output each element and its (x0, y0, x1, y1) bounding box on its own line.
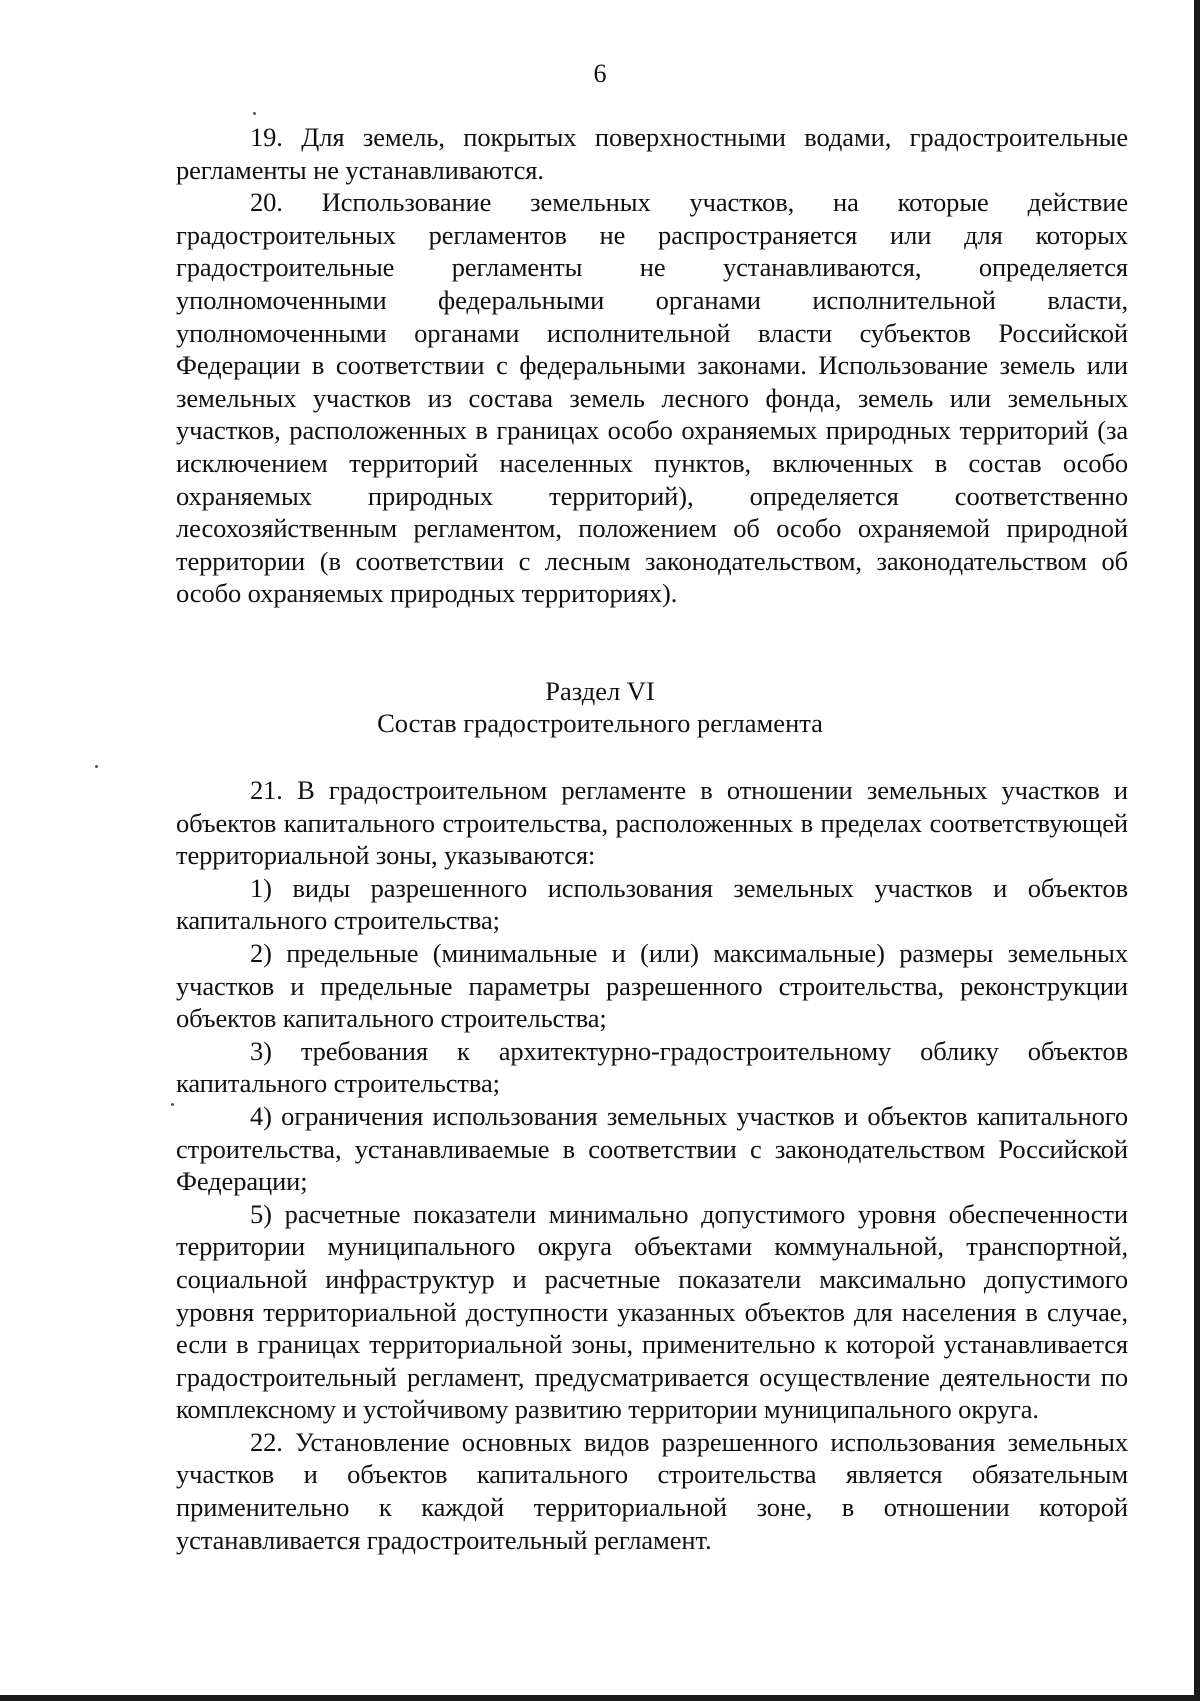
text-block-top (176, 121, 1128, 610)
scan-speck (253, 112, 256, 115)
paragraph-21: 21. В градостроительном регламенте в отношении земельных участков и объектов капитального строительства, расположенных в пределах соответствующей территориальной зоны, указываются: (176, 775, 1128, 871)
list-item-1: 1) виды разрешенного использования земельных участков и объектов капитального строительства; (176, 872, 1128, 936)
paragraph-20: 20. Использование земельных участков, на которые действие градостроительных регламентов не распространяется или для которых градостроительные регламенты не устанавливаются, определяется уполномоченными федеральными органами исполнительной власти, уполномоченными органами исполнительной власти субъектов Российской Федерации в соответствии с федеральными законами. Использование земель или земельных участков из состава земель лесного фонда, земель или земельных участков, расположенных в границах особо охраняемых природных территорий (за исключением территорий населенных пунктов, включенных в состав особо охраняемых природных территорий), определяется соответственно лесохозяйственным регламентом, положением об особо охраняемой природной территории (в соответствии с лесным законодательством, законодательством об особо охраняемых природных территориях). (176, 187, 1128, 609)
section-number: Раздел VI (545, 676, 655, 706)
paragraph-19: 19. Для земель, покрытых поверхностными водами, градостроительные регламенты не устанавливаются. (176, 122, 1128, 185)
list-item-5: 5) расчетные показатели минимально допустимого уровня обеспеченности территории муниципального округа объектами коммунальной, транспортной, социальной инфраструктур и расчетные показатели максимально допустимого уровня территориальной доступности указанных объектов для населения в случае, если в границах территориальной зоны, применительно к которой устанавливается градостроительный регламент, предусматривается осуществление деятельности по комплексному и устойчивому развитию территории муниципального округа. (176, 1198, 1128, 1425)
list-item-2: 2) предельные (минимальные и (или) максимальные) размеры земельных участков и предельные параметры разрешенного строительства, реконструкции объектов капитального строительства; (176, 937, 1128, 1034)
text-block-bottom (176, 774, 1128, 1556)
list-item-4: 4) ограничения использования земельных участков и объектов капитального строительства, устанавливаемые в соответствии с законодательством Российской Федерации; (176, 1100, 1128, 1197)
scan-speck (171, 1103, 174, 1106)
page-number: 6 (593, 59, 607, 88)
scan-edge-bottom (0, 1695, 1200, 1701)
scan-speck (95, 765, 98, 768)
scan-edge-right (1194, 0, 1200, 1701)
list-item-3: 3) требования к архитектурно-градостроительному облику объектов капитального строительства; (176, 1035, 1128, 1099)
paragraph-22: 22. Установление основных видов разрешенного использования земельных участков и объектов капитального строительства является обязательным применительно к каждой территориальной зоне, в отношении которой устанавливается градостроительный регламент. (176, 1426, 1128, 1555)
section-title: Состав градостроительного регламента (377, 708, 823, 738)
